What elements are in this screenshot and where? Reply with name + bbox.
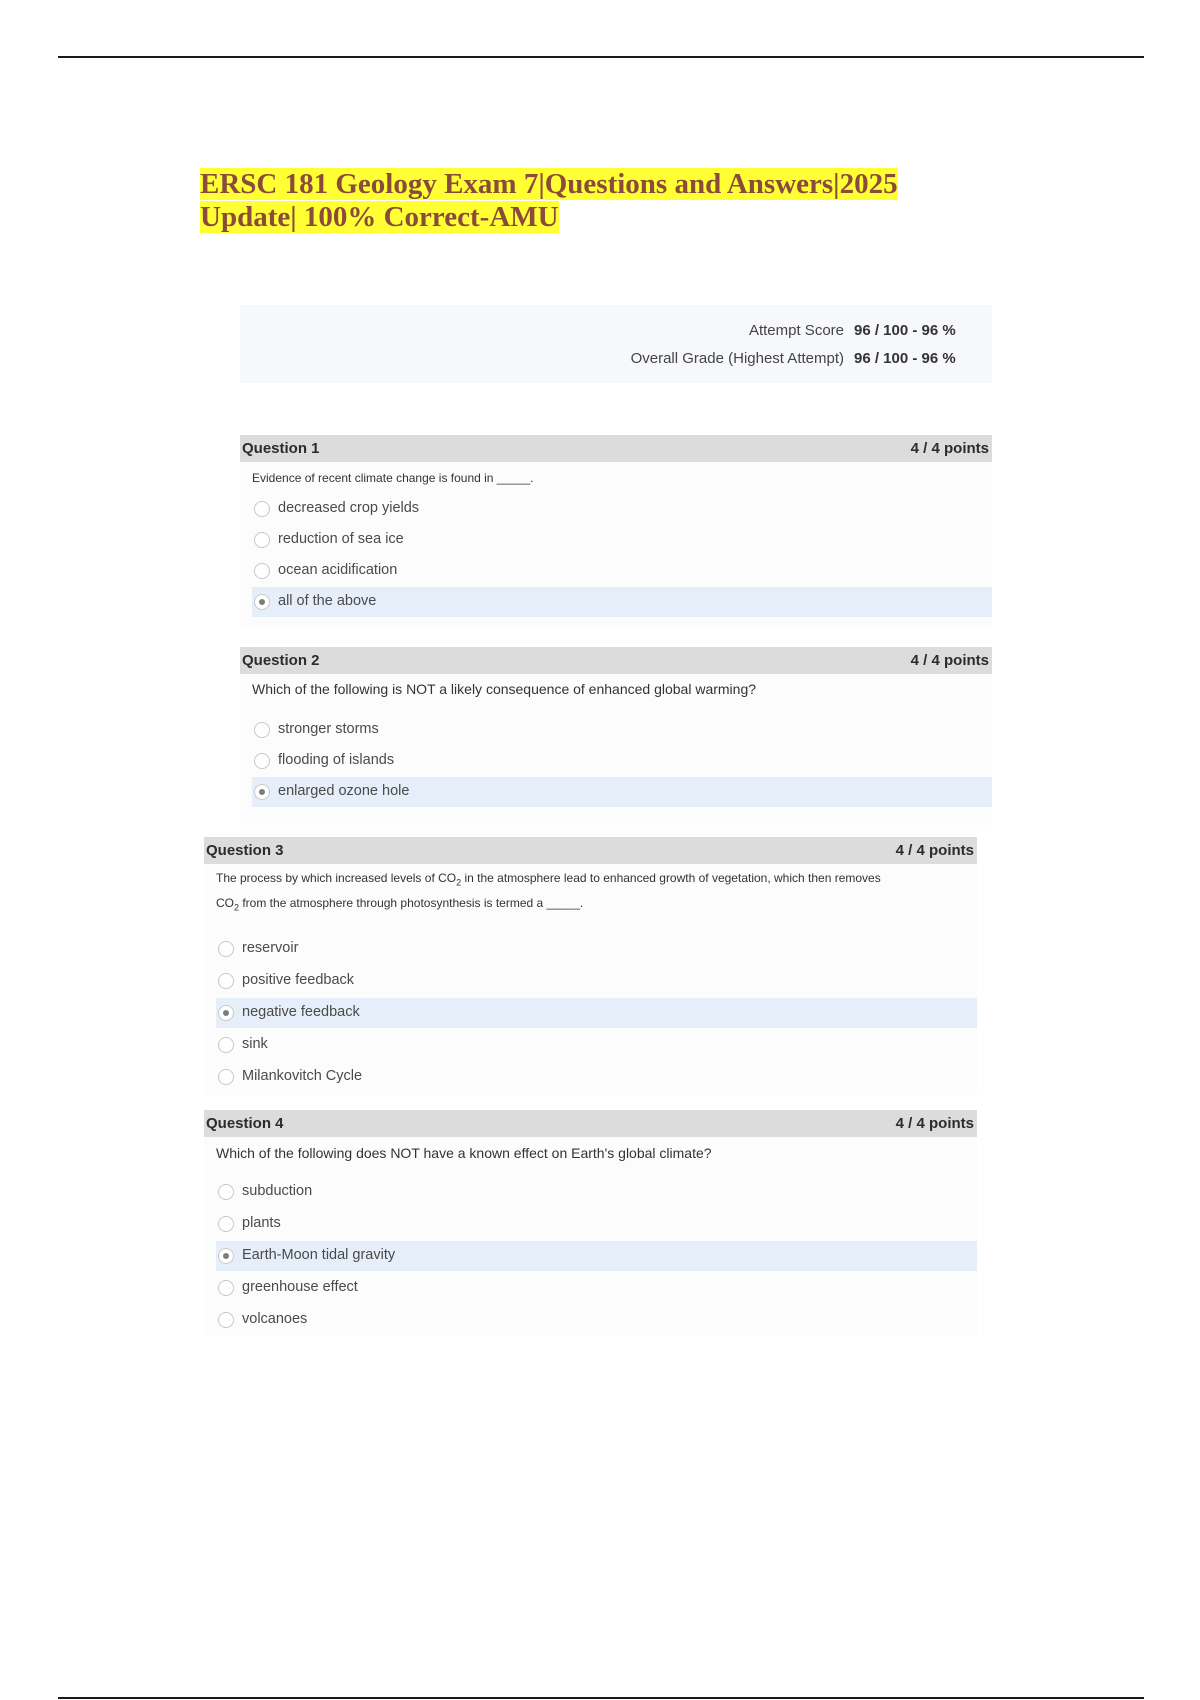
radio-icon[interactable]: [218, 1069, 234, 1085]
question-text: Which of the following is NOT a likely consequence of enhanced global warming?: [252, 681, 757, 697]
question-header: [240, 435, 992, 462]
radio-selected-icon[interactable]: [254, 594, 270, 610]
answer-label: subduction: [242, 1183, 313, 1199]
radio-icon[interactable]: [254, 532, 270, 548]
radio-dot-icon: [223, 1253, 229, 1259]
radio-icon[interactable]: [254, 501, 270, 517]
score-summary: [240, 305, 992, 383]
question-text-line-2: $CO_2$ from the atmosphere through photosynthesis is termed a _____.: [216, 896, 584, 913]
question-2: [240, 647, 992, 825]
answer-option[interactable]: [252, 746, 992, 776]
answer-label: Earth-Moon tidal gravity: [242, 1247, 396, 1263]
question-points: 4 / 4 points: [910, 652, 989, 669]
answer-label: sink: [242, 1036, 268, 1052]
answer-option[interactable]: [252, 525, 992, 555]
answer-label: greenhouse effect: [242, 1279, 358, 1295]
overall-grade-value: 96 / 100 - 96 %: [854, 350, 956, 367]
question-title: Question 4: [206, 1115, 284, 1132]
answer-label: stronger storms: [278, 721, 379, 737]
answer-option-selected[interactable]: [216, 1241, 977, 1271]
radio-icon[interactable]: [218, 1037, 234, 1053]
question-title: Question 1: [242, 440, 320, 457]
radio-icon[interactable]: [218, 941, 234, 957]
answer-option[interactable]: [252, 556, 992, 586]
answer-label: positive feedback: [242, 972, 355, 988]
radio-icon[interactable]: [254, 722, 270, 738]
question-text: Evidence of recent climate change is found in _____.: [252, 471, 534, 485]
answer-label: Milankovitch Cycle: [242, 1068, 363, 1084]
radio-icon[interactable]: [218, 1280, 234, 1296]
bottom-rule: [58, 1697, 1144, 1699]
question-3: [204, 837, 977, 1095]
question-body: [204, 864, 977, 1095]
question-header: [204, 837, 977, 864]
answer-label: volcanoes: [242, 1311, 308, 1327]
answer-option[interactable]: [216, 1209, 977, 1239]
radio-dot-icon: [259, 599, 265, 605]
top-rule: [58, 56, 1144, 58]
question-points: 4 / 4 points: [895, 842, 974, 859]
answer-label: ocean acidification: [278, 562, 398, 578]
answer-label: reservoir: [242, 940, 299, 956]
question-1: [240, 435, 992, 628]
answer-option[interactable]: [216, 1305, 977, 1335]
radio-icon[interactable]: [254, 563, 270, 579]
answer-option[interactable]: [252, 715, 992, 745]
answer-label: plants: [242, 1215, 281, 1231]
radio-selected-icon[interactable]: [218, 1248, 234, 1264]
answer-option[interactable]: [216, 1177, 977, 1207]
question-body: [240, 674, 992, 825]
question-text-line-1: The process by which increased levels of $CO_2$ in the atmosphere lead to enhanced growth of vegetation, which then removes: [216, 871, 881, 888]
answer-label: negative feedback: [242, 1004, 360, 1020]
radio-icon[interactable]: [218, 1312, 234, 1328]
answer-label: flooding of islands: [278, 752, 395, 768]
answer-option-selected[interactable]: [216, 998, 977, 1028]
overall-grade-label: Overall Grade (Highest Attempt): [630, 350, 844, 367]
answer-label: reduction of sea ice: [278, 531, 404, 547]
question-points: 4 / 4 points: [895, 1115, 974, 1132]
answer-option[interactable]: [216, 966, 977, 996]
question-title: Question 3: [206, 842, 284, 859]
radio-icon[interactable]: [254, 753, 270, 769]
question-text: Which of the following does NOT have a known effect on Earth's global climate?: [216, 1145, 712, 1161]
answer-option[interactable]: [216, 1030, 977, 1060]
radio-dot-icon: [259, 789, 265, 795]
question-text: [216, 868, 881, 919]
radio-dot-icon: [223, 1010, 229, 1016]
answer-option[interactable]: [216, 934, 977, 964]
attempt-score-row: [749, 322, 966, 339]
radio-icon[interactable]: [218, 973, 234, 989]
question-body: [204, 1137, 977, 1336]
document-title: ERSC 181 Geology Exam 7|Questions and Answers|2025 Update| 100% Correct-AMU: [200, 168, 898, 233]
question-4: [204, 1110, 977, 1336]
answer-option-selected[interactable]: [252, 587, 992, 617]
attempt-score-value: 96 / 100 - 96 %: [854, 322, 956, 339]
answer-label: all of the above: [278, 593, 377, 609]
radio-selected-icon[interactable]: [254, 784, 270, 800]
answer-label: enlarged ozone hole: [278, 783, 410, 799]
question-body: [240, 462, 992, 628]
answer-label: decreased crop yields: [278, 500, 420, 516]
question-header: [240, 647, 992, 674]
question-header: [204, 1110, 977, 1137]
answer-option-selected[interactable]: [252, 777, 992, 807]
answer-option[interactable]: [252, 494, 992, 524]
answer-option[interactable]: [216, 1062, 977, 1092]
radio-icon[interactable]: [218, 1216, 234, 1232]
radio-icon[interactable]: [218, 1184, 234, 1200]
overall-grade-row: [631, 350, 966, 367]
attempt-score-label: Attempt Score: [748, 322, 844, 339]
question-points: 4 / 4 points: [910, 440, 989, 457]
question-title: Question 2: [242, 652, 320, 669]
radio-selected-icon[interactable]: [218, 1005, 234, 1021]
answer-option[interactable]: [216, 1273, 977, 1303]
